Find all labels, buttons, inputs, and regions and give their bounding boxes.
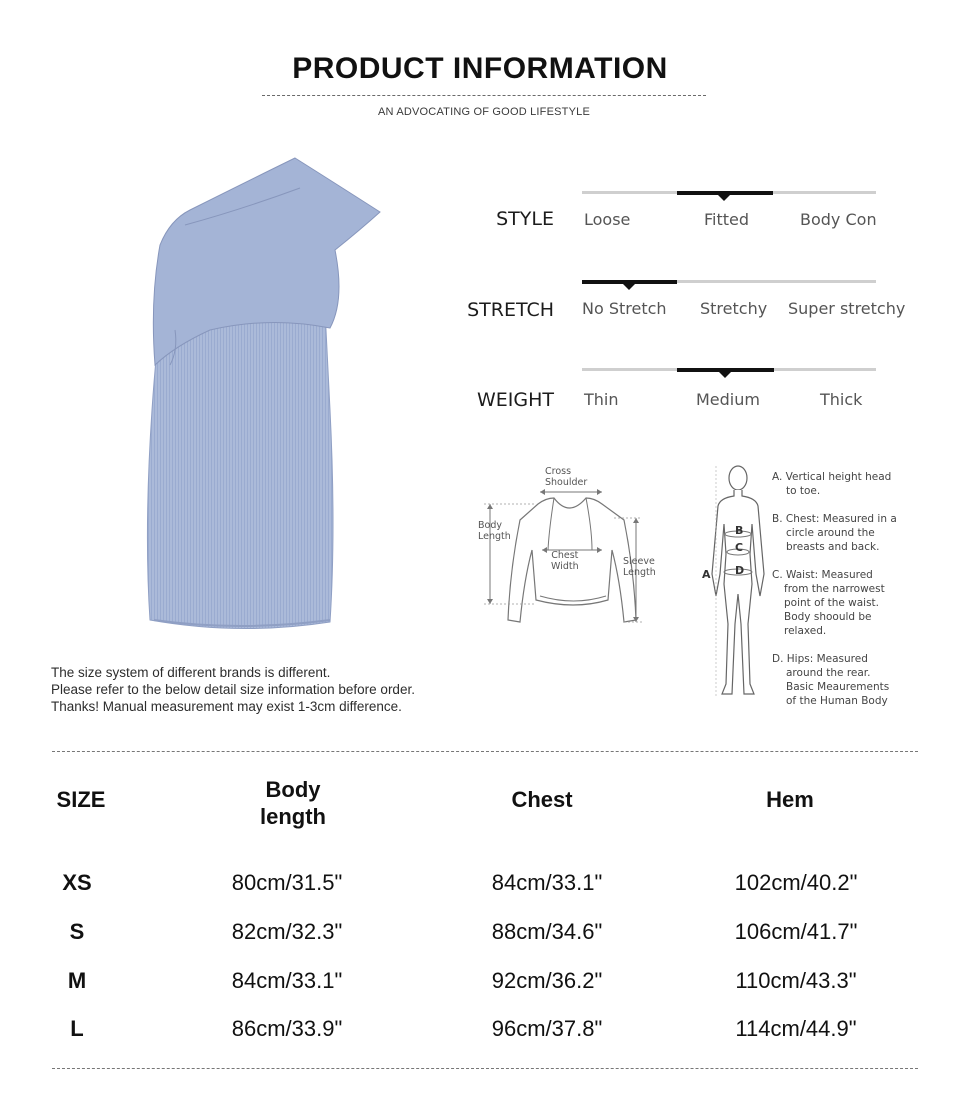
marker-c: C — [735, 541, 744, 554]
table-cell-hem: 102cm/40.2" — [734, 870, 858, 895]
stretch-option-no-stretch: No Stretch — [582, 299, 667, 318]
title-divider — [262, 95, 706, 96]
note-b: B. Chest: Measured in a circle around the breasts and back. — [772, 513, 897, 553]
style-label: STYLE — [496, 208, 554, 230]
disclaimer-line: Thanks! Manual measurement may exist 1-3cm difference. — [51, 699, 402, 714]
body-length-label: Body Length — [478, 520, 511, 542]
table-cell-hem: 106cm/41.7" — [734, 919, 858, 944]
style-option-loose: Loose — [584, 210, 631, 229]
table-top-divider — [52, 751, 918, 752]
table-cell-size: L — [70, 1016, 84, 1041]
table-cell-size: XS — [62, 870, 92, 895]
stretch-pointer-icon — [623, 284, 635, 290]
style-option-body-con: Body Con — [800, 210, 877, 229]
weight-option-thick: Thick — [820, 390, 863, 409]
stretch-option-super-stretchy: Super stretchy — [788, 299, 906, 318]
style-pointer-icon — [718, 195, 730, 201]
weight-option-thin: Thin — [584, 390, 619, 409]
table-bottom-divider — [52, 1068, 918, 1069]
table-cell-body-length: 80cm/31.5" — [231, 870, 343, 895]
cross-shoulder-label: Cross Shoulder — [545, 466, 588, 488]
chest-width-label: Chest Width — [551, 550, 579, 572]
note-d: D. Hips: Measured around the rear. Basic Meaurements of the Human Body — [772, 653, 890, 707]
weight-option-medium: Medium — [696, 390, 760, 409]
body-measurement-figure — [708, 464, 770, 700]
sleeve-length-label: Sleeve Length — [623, 556, 656, 578]
stretch-option-stretchy: Stretchy — [700, 299, 768, 318]
table-cell-size: M — [67, 968, 87, 993]
product-image-dress — [130, 150, 390, 640]
header-size: SIZE — [56, 787, 106, 812]
note-a: A. Vertical height head to toe. — [772, 471, 892, 497]
header-hem: Hem — [766, 787, 814, 812]
header-body-length: Body length — [260, 777, 326, 829]
table-cell-chest: 96cm/37.8" — [491, 1016, 603, 1041]
table-cell-size: S — [69, 919, 85, 944]
table-cell-body-length: 86cm/33.9" — [231, 1016, 343, 1041]
header-chest: Chest — [511, 787, 573, 812]
table-cell-body-length: 84cm/33.1" — [231, 968, 343, 993]
style-option-fitted: Fitted — [704, 210, 750, 229]
table-cell-chest: 84cm/33.1" — [491, 870, 603, 895]
weight-pointer-icon — [719, 372, 731, 378]
size-disclaimer — [51, 664, 415, 715]
table-cell-hem: 114cm/44.9" — [735, 1016, 857, 1041]
table-cell-chest: 92cm/36.2" — [491, 968, 603, 993]
table-cell-chest: 88cm/34.6" — [491, 919, 603, 944]
page-subtitle: AN ADVOCATING OF GOOD LIFESTYLE — [378, 106, 590, 118]
note-c: C. Waist: Measured from the narrowest point of the waist. Body shoould be relaxed. — [772, 569, 885, 637]
disclaimer-line: The size system of different brands is different. — [51, 665, 331, 680]
page-title: PRODUCT INFORMATION — [292, 52, 668, 85]
weight-label: WEIGHT — [476, 389, 554, 411]
table-cell-hem: 110cm/43.3" — [735, 968, 857, 993]
stretch-label: STRETCH — [467, 299, 554, 321]
marker-a: A — [702, 568, 711, 581]
marker-d: D — [735, 564, 745, 577]
marker-b: B — [735, 524, 744, 537]
disclaimer-line: Please refer to the below detail size information before order. — [51, 682, 415, 697]
table-cell-body-length: 82cm/32.3" — [231, 919, 343, 944]
